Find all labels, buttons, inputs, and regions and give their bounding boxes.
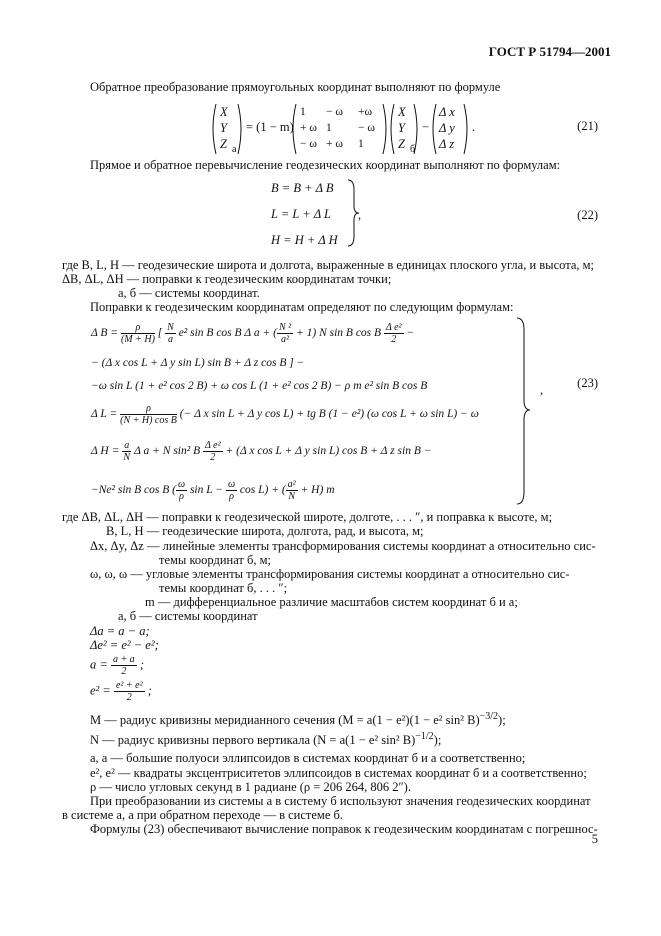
page-header: ГОСТ Р 51794—2001 [488,44,611,59]
sub-a: a [232,144,237,155]
eq23-line-4: Δ L = $\frac{\rho}{\text{(N + H) cos B}}$ (− Δ x sin L + Δ y cos L) + tg B (1 − e²) (ω cos L + ω sin L) − ω [91,403,479,426]
eq23-comma: , [540,383,544,397]
def3-line-2: N — радиус кривизны первого вертикала (N = a(1 − e² sin² B)$^{-1/2}$); [90,731,442,748]
formula-de2: Δe² = e² − e²; [90,638,159,652]
eq22-line-2: L = L + Δ L [271,207,332,221]
vec-a: X Y Z [220,105,228,151]
eq23-line-6: −Ne² sin B cos B ( $\frac{\omega}{\rho}$ sin L − $\frac{\omega}{\rho}$ cos L) + ( $\frac{\text{a²}}{N}$ + H) m [91,479,335,502]
def1-line-1: где B, L, H — геодезические широта и долгота, выраженные в единицах плоского угла, и высота, м; [62,258,595,272]
eq23-line-2: − (Δ x cos L + Δ y sin L) sin B + Δ z cos B ] − [91,357,305,369]
vec-b: X Y Z [398,105,406,151]
matrix: 1 − ω +ω + ω 1 − ω − ω + ω 1 [300,106,375,150]
intro-geo: Прямое и обратное перевычисление геодезических координат выполняют по формулам: [90,158,561,172]
page-number: 5 [591,832,598,846]
intro-corr: Поправки к геодезическим координатам определяют по следующим формулам: [90,300,514,314]
para1-line-2: в системе а, а при обратном переходе — в системе б. [62,808,343,822]
def3-line-5: ρ — число угловых секунд в 1 радиане (ρ = 206 264, 806 2″). [90,780,411,794]
sub-b: б [410,144,416,155]
def2-line-3: Δx, Δy, Δz — линейные элементы трансформирования системы координат а относительно сис- [90,539,596,553]
def3-line-1: M — радиус кривизны меридианного сечения (M = a(1 − e²)(1 − e² sin² B)$^{-3/2}$); [90,711,506,728]
def1-line-2: ΔB, ΔL, ΔH — поправки к геодезическим координатам точки; [62,272,392,286]
eq23-line-3: −ω sin L (1 + e² cos 2 B) + ω cos L (1 + e² cos 2 B) − ρ m e² sin B cos B [91,380,428,392]
vec-delta: Δ x Δ y Δ z [439,105,455,151]
eq23-line-5: Δ H = $\frac{a}{N}$ Δ a + N sin² B $\frac{\text{Δ e²}}{2}$ + (Δ x cos L + Δ y sin L) cos B + Δ z sin B − [91,440,432,463]
def3-line-4: e², e² — квадраты эксцентриситетов эллипсоидов в системах координат б и а соответственно; [90,766,587,780]
def2-line-8: а, б — системы координат [118,609,258,623]
minus: − [422,120,430,134]
def2-line-5: ω, ω, ω — угловые элементы трансформирования системы координат а относительно сис- [90,567,570,581]
formula-da: Δa = a − a; [90,624,150,638]
factor: = (1 − m) [246,120,294,134]
eq22-line-1: B = B + Δ B [271,181,334,195]
eq23-line-1: Δ B = $\frac{\rho}{(M + H)}$ [ $\frac{N}{a}$ e² sin B cos B Δ a + ( $\frac{\text{N ²}}{\text{a²}}$ + 1) N sin B cos B $\frac{\text{Δ e²}}{2}$ − [91,322,415,345]
eq21-number: (21) [577,119,598,133]
eq23-number: (23) [577,376,598,390]
def2-line-7: m — дифференциальное различие масштабов систем координат б и а; [145,595,518,609]
def2-line-2: B, L, H — геодезические широта, долгота, рад, и высота, м; [106,524,424,538]
eq22-number: (22) [577,208,598,222]
para1-line-1: При преобразовании из системы а в систему б используют значения геодезических координат [90,794,591,808]
formula-e2: e² = $\frac{\text{e² + e²}}{2}$ ; [90,680,152,703]
def2-line-1: где ΔB, ΔL, ΔH — поправки к геодезической широте, долготе, . . . ″, и поправка к высоте, м; [62,510,553,524]
formula-a: a = $\frac{a + a}{2}$ ; [90,654,144,677]
eq22-line-3: H = H + Δ H [271,233,338,247]
eq23-brace [515,316,531,506]
intro-inverse: Обратное преобразование прямоугольных координат выполняют по формуле [90,80,501,94]
def2-line-6: темы координат б, . . . ″; [159,581,288,595]
para2: Формулы (23) обеспечивают вычисление поправок к геодезическим координатам с погрешнос- [90,822,598,836]
def3-line-3: a, a — большие полуоси эллипсоидов в системах координат б и а соответственно; [90,751,526,765]
def1-line-3: а, б — системы координат. [118,286,260,300]
def2-line-4: темы координат б, м; [159,553,272,567]
